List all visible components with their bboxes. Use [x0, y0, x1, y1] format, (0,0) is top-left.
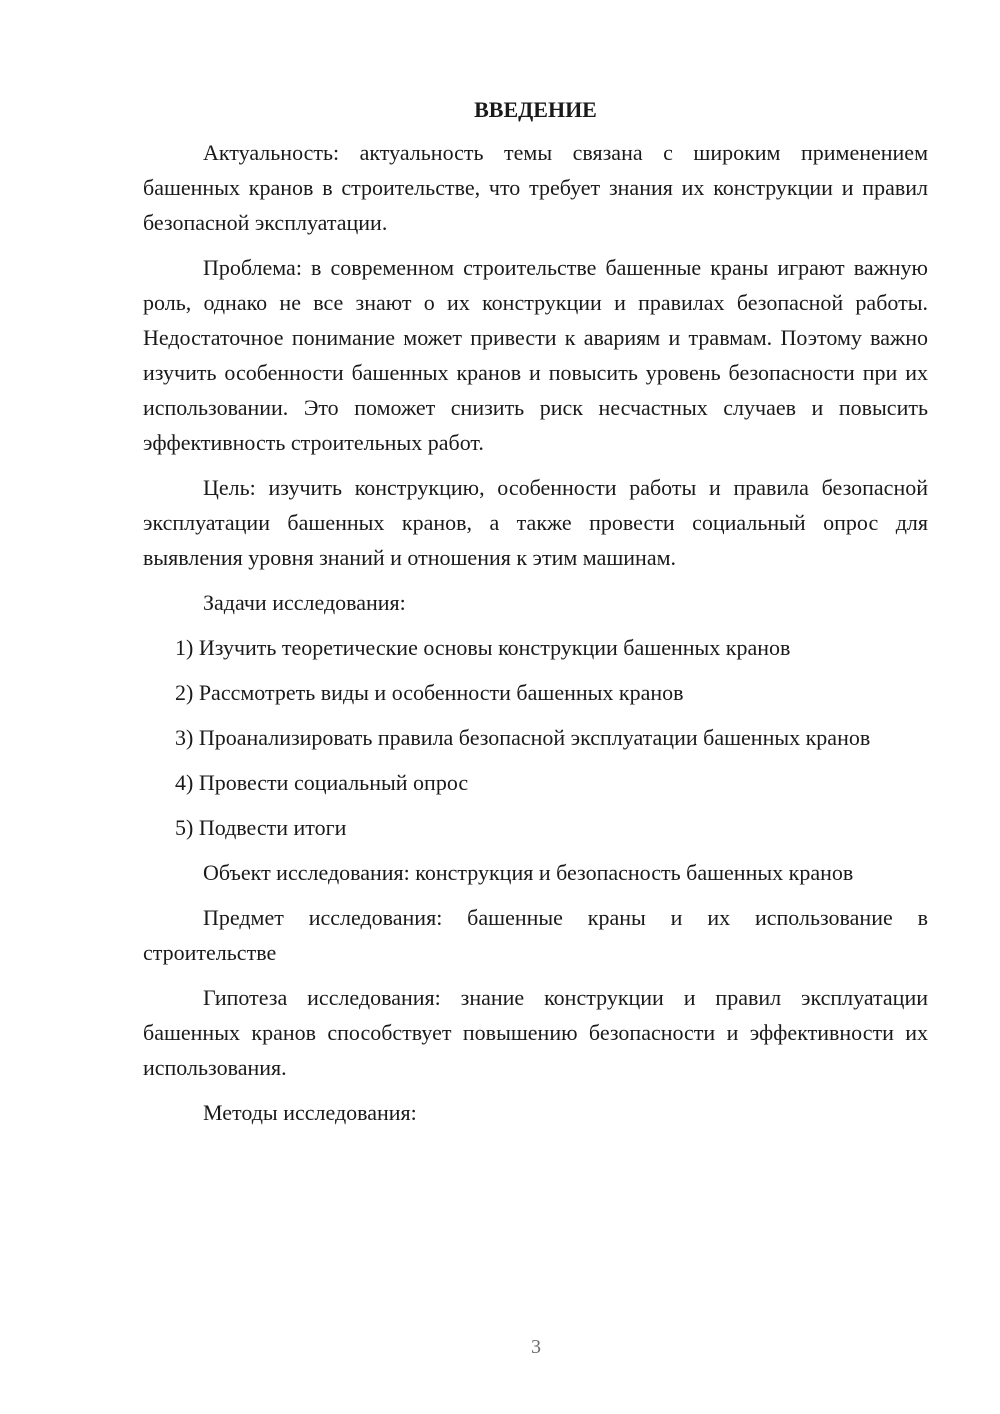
paragraph-problem: Проблема: в современном строительстве башенные краны играют важную роль, однако не все знают о их конструкции и правилах безопасной работы. Недостаточное понимание может привести к авариям и травмам. Поэтому важно изучить особенности башенных кранов и повысить уровень безопасности при их использовании. Это поможет снизить риск несчастных случаев и повысить эффективность строительных работ.	[143, 255, 928, 455]
task-item-3: 3) Проанализировать правила безопасной эксплуатации башенных кранов	[175, 725, 871, 750]
task-item-5: 5) Подвести итоги	[175, 815, 347, 840]
page-content	[143, 92, 928, 1140]
methods-heading: Методы исследования:	[203, 1100, 417, 1125]
paragraph-goal: Цель: изучить конструкцию, особенности работы и правила безопасной эксплуатации башенных кранов, а также провести социальный опрос для выявления уровня знаний и отношения к этим машинам.	[143, 475, 928, 570]
paragraph-hypothesis: Гипотеза исследования: знание конструкции и правил эксплуатации башенных кранов способствует повышению безопасности и эффективности их использования.	[143, 985, 928, 1080]
paragraph-relevance: Актуальность: актуальность темы связана с широким применением башенных кранов в строительстве, что требует знания их конструкции и правил безопасной эксплуатации.	[143, 140, 928, 235]
tasks-heading: Задачи исследования:	[203, 590, 406, 615]
paragraph-subject: Предмет исследования: башенные краны и их использование в строительстве	[143, 905, 928, 965]
task-item-4: 4) Провести социальный опрос	[175, 770, 469, 795]
task-item-1: 1) Изучить теоретические основы конструкции башенных кранов	[175, 635, 791, 660]
task-item-2: 2) Рассмотреть виды и особенности башенных кранов	[175, 680, 684, 705]
page-title: ВВЕДЕНИЕ	[474, 97, 597, 122]
page-number: 3	[531, 1336, 541, 1358]
paragraph-object: Объект исследования: конструкция и безопасность башенных кранов	[203, 860, 854, 885]
